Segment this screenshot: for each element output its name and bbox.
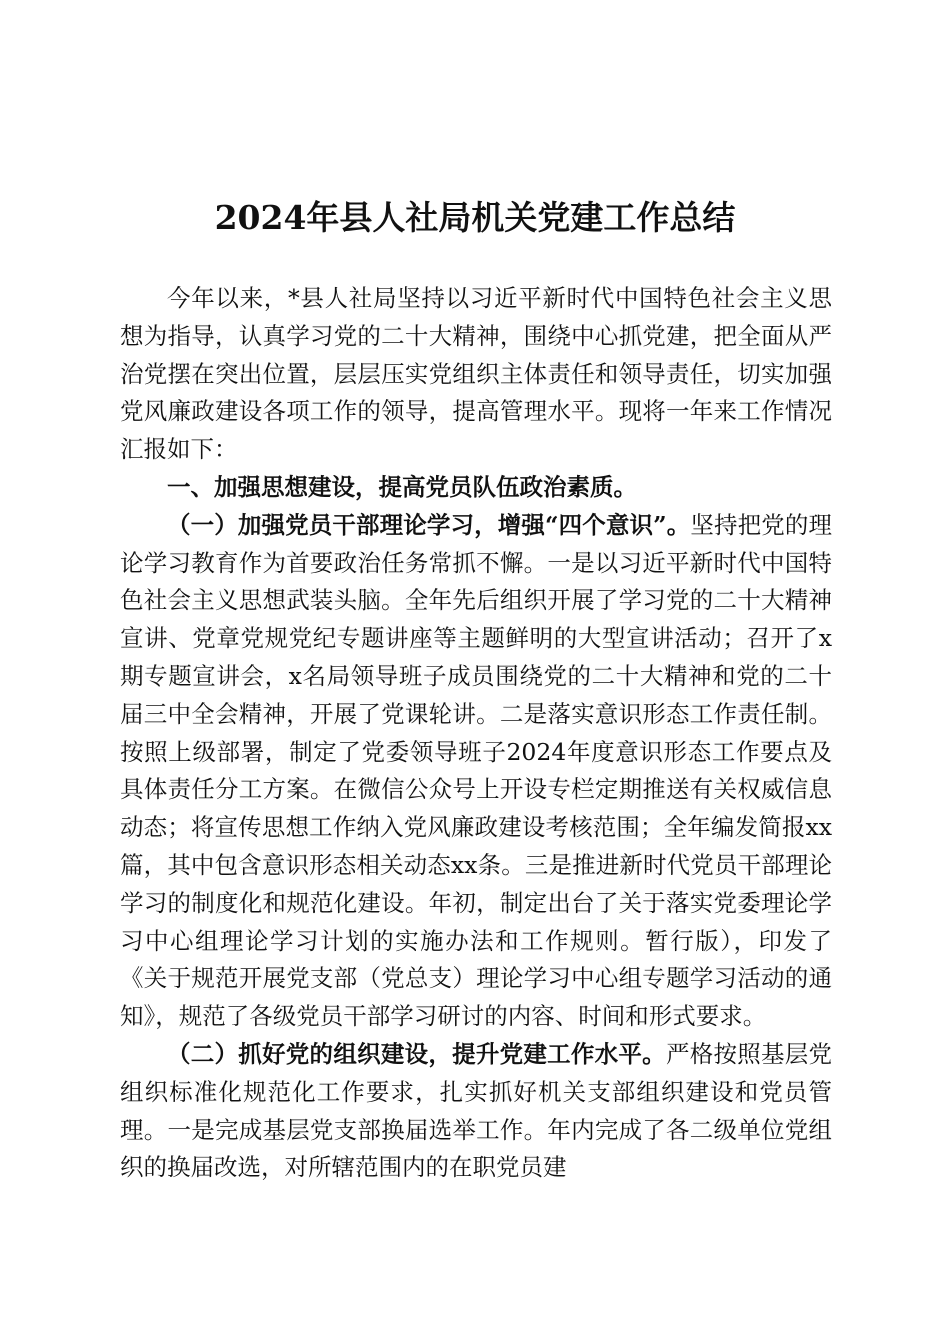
subsection-body: 严格按照基层党组织标准化规范化工作要求，扎实抓好机关支部组织建设和党员管理。一是完成基层党支部换届选举工作。年内完成了各二级单位党组织的换届改选，对所辖范围内的在职党员建 — [120, 1039, 833, 1182]
subsection-heading: （二）抓好党的组织建设，提升党建工作水平。 — [167, 1039, 666, 1068]
subsection-paragraph — [120, 1036, 832, 1187]
section-heading: 一、加强思想建设，提高党员队伍政治素质。 — [167, 472, 637, 501]
subsection-heading: （一）加强党员干部理论学习，增强“四个意识”。 — [167, 510, 691, 539]
document-body — [120, 280, 832, 1187]
document-title: 2024年县人社局机关党建工作总结 — [214, 198, 736, 237]
intro-paragraph: 今年以来，*县人社局坚持以习近平新时代中国特色社会主义思想为指导，认真学习党的二十大精神，围绕中心抓党建，把全面从严治党摆在突出位置，层层压实党组织主体责任和领导责任，切实加强党风廉政建设各项工作的领导，提高管理水平。现将一年来工作情况汇报如下： — [120, 284, 832, 464]
subsection-body: 坚持把党的理论学习教育作为首要政治任务常抓不懈。一是以习近平新时代中国特色社会主义思想武装头脑。全年先后组织开展了学习党的二十大精神宣讲、党章党规党纪专题讲座等主题鲜明的大型宣讲活动；召开了x期专题宣讲会，x名局领导班子成员围绕党的二十大精神和党的二十届三中全会精神，开展了党课轮讲。二是落实意识形态工作责任制。按照上级部署，制定了党委领导班子2024年度意识形态工作要点及具体责任分工方案。在微信公众号上开设专栏定期推送有关权威信息动态；将宣传思想工作纳入党风廉政建设考核范围；全年编发简报xx篇，其中包含意识形态相关动态xx条。三是推进新时代党员干部理论学习的制度化和规范化建设。年初，制定出台了关于落实党委理论学习中心组理论学习计划的实施办法和工作规则。暂行版），印发了《关于规范开展党支部（党总支）理论学习中心组专题学习活动的通知》，规范了各级党员干部学习研讨的内容、时间和形式要求。 — [120, 510, 832, 1031]
subsection-paragraph — [120, 507, 832, 1036]
